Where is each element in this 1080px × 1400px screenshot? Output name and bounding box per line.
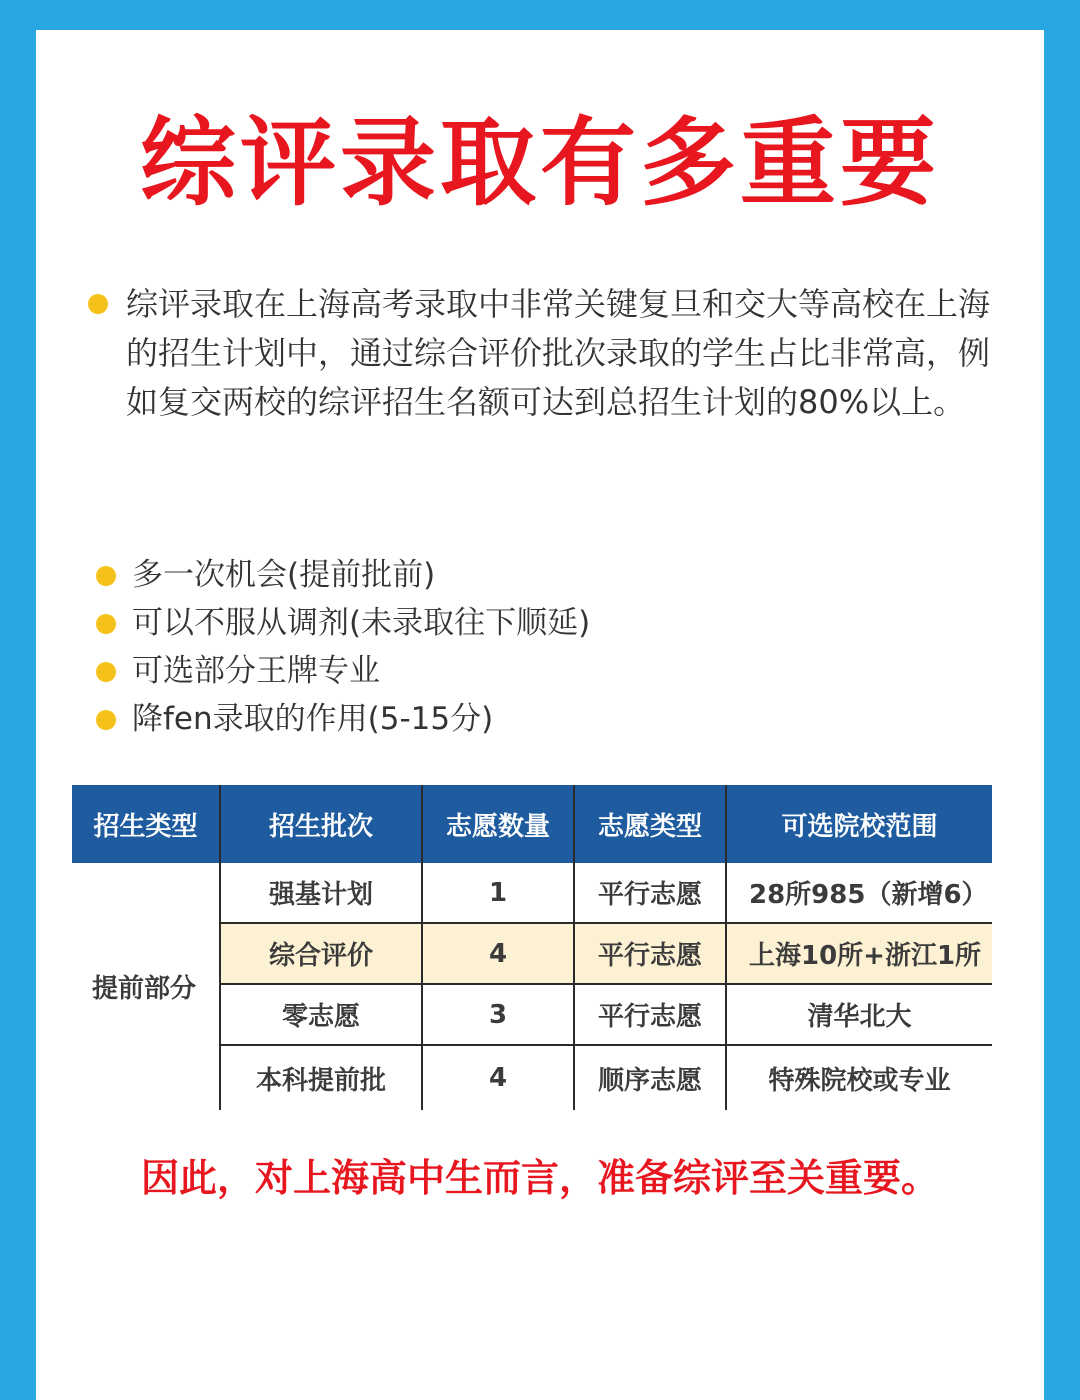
column-header-batch: 招生批次: [220, 785, 422, 863]
column-header-scope: 可选院校范围: [726, 785, 992, 863]
count-cell: 4: [422, 923, 574, 984]
batch-cell: 综合评价: [220, 923, 422, 984]
page-title: 综评录取有多重要: [140, 107, 940, 219]
scope-cell: 清华北大: [726, 984, 992, 1045]
type-cell: 平行志愿: [574, 923, 726, 984]
bullet-dot-icon: [96, 710, 116, 730]
list-item: [96, 696, 590, 744]
scope-cell: 上海10所+浙江1所: [726, 923, 992, 984]
type-cell: 平行志愿: [574, 863, 726, 923]
list-item-label: 多一次机会(提前批前): [132, 557, 436, 593]
list-item-label: 降fen录取的作用(5-15分): [132, 701, 494, 737]
bullet-dot-icon: [96, 662, 116, 682]
benefit-list: [96, 552, 590, 744]
intro-paragraph: [88, 280, 998, 427]
list-item: [96, 648, 590, 696]
content-card: [36, 30, 1044, 1400]
list-item: [96, 552, 590, 600]
count-cell: 4: [422, 1045, 574, 1110]
conclusion-text: 因此，对上海高中生而言，准备综评至关重要。: [140, 1156, 939, 1200]
bullet-dot-icon: [96, 566, 116, 586]
admission-table: [72, 785, 992, 1110]
type-cell: 平行志愿: [574, 984, 726, 1045]
batch-cell: 零志愿: [220, 984, 422, 1045]
column-header-kind: 志愿类型: [574, 785, 726, 863]
column-header-count: 志愿数量: [422, 785, 574, 863]
count-cell: 3: [422, 984, 574, 1045]
count-cell: 1: [422, 863, 574, 923]
list-item-label: 可以不服从调剂(未录取往下顺延): [132, 605, 591, 641]
list-item-label: 可选部分王牌专业: [132, 653, 380, 689]
bullet-dot-icon: [88, 294, 108, 314]
column-header-type: 招生类型: [72, 785, 220, 863]
intro-text: 综评录取在上海高考录取中非常关键复旦和交大等高校在上海的招生计划中，通过综合评价批次录取的学生占比非常高，例如复交两校的综评招生名额可达到总招生计划的80%以上。: [126, 285, 991, 421]
table-header-row: [72, 785, 992, 863]
batch-cell: 本科提前批: [220, 1045, 422, 1110]
batch-cell: 强基计划: [220, 863, 422, 923]
table-row: [72, 863, 992, 923]
list-item: [96, 600, 590, 648]
type-cell: 顺序志愿: [574, 1045, 726, 1110]
bullet-dot-icon: [96, 614, 116, 634]
scope-cell: 特殊院校或专业: [726, 1045, 992, 1110]
group-cell: 提前部分: [72, 863, 220, 1110]
scope-cell: 28所985（新增6）: [726, 863, 992, 923]
